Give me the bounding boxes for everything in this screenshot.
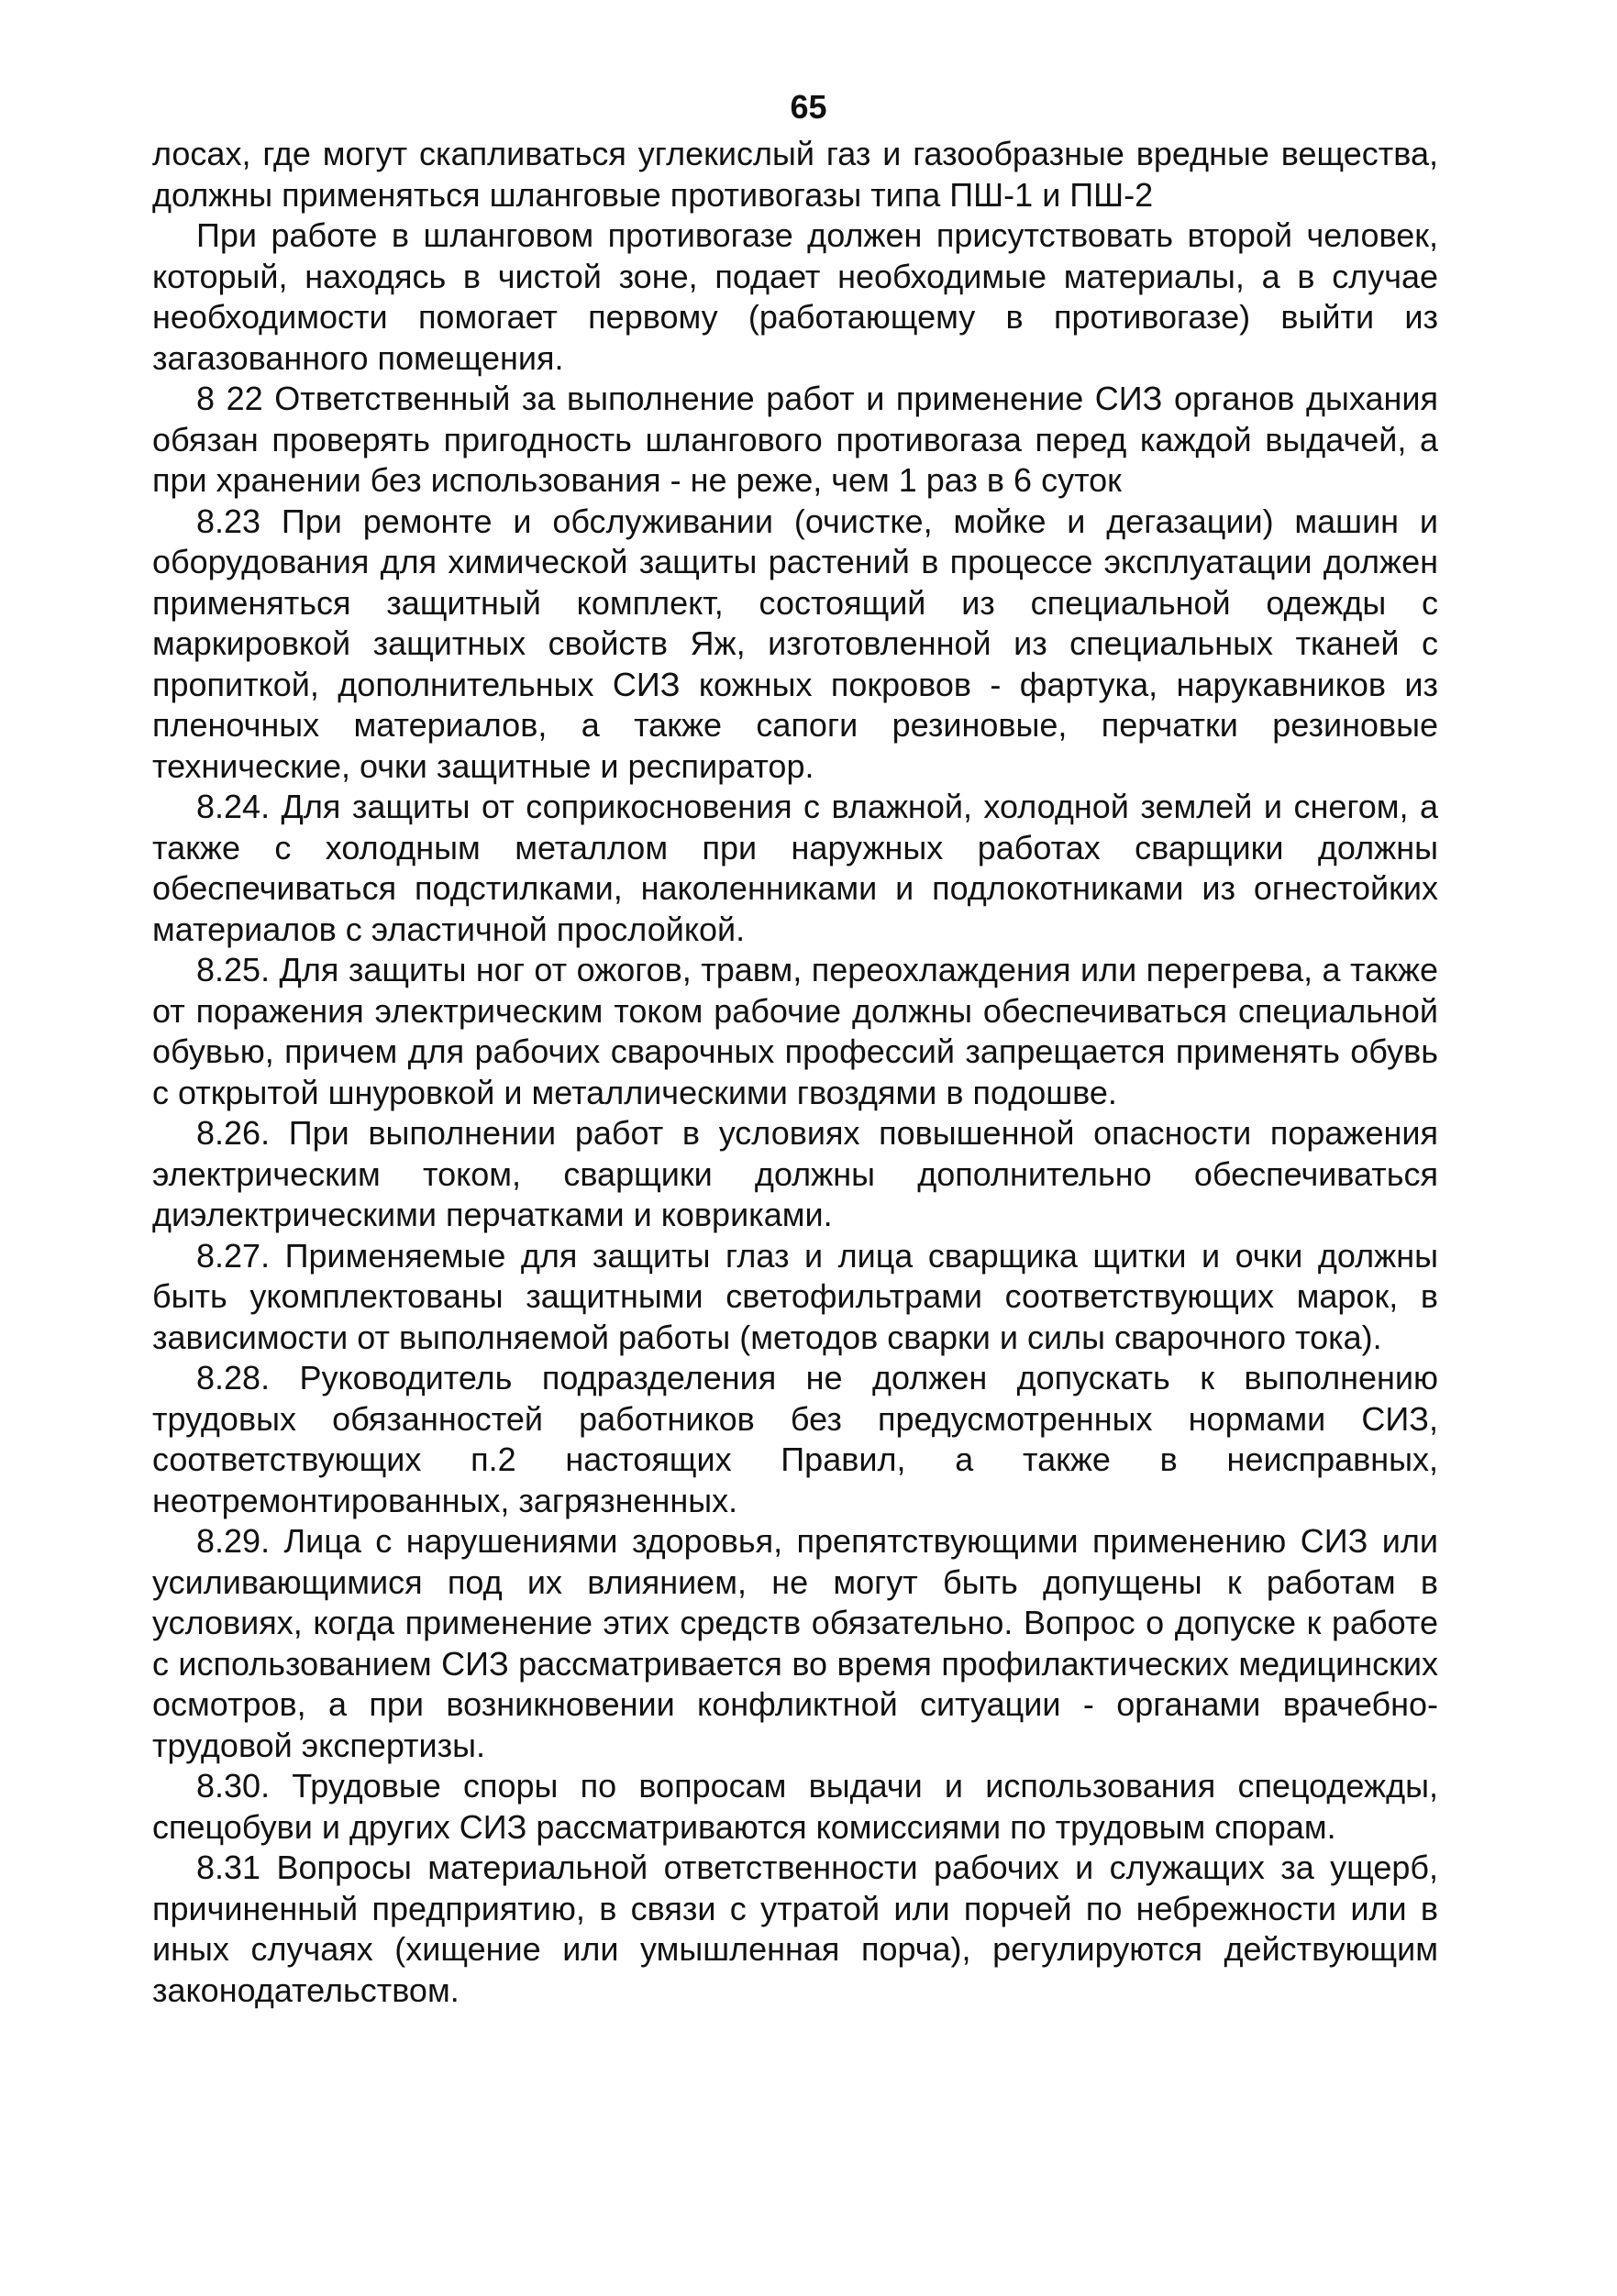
paragraph-8-26: 8.26. При выполнении работ в условиях повышенной опасности поражения электрическим током, сварщики должны дополнительно обеспечиваться диэлектрическими перчатками и ковриками. <box>152 1114 1438 1233</box>
paragraph-8-23: 8.23 При ремонте и обслуживании (очистке, мойке и дегазации) машин и оборудования для химической защиты растений в процессе эксплуатации должен применяться защитный комплект, состоящий из специальной одежды с маркировкой защитных свойств Яж, изготовленной из специальных тканей с пропиткой, дополнительных СИЗ кожных покровов - фартука, нарукавников из пленочных материалов, а также сапоги резиновые, перчатки резиновые технические, очки защитные и респиратор. <box>152 502 1438 785</box>
paragraph-8-27: 8.27. Применяемые для защиты глаз и лица сварщика щитки и очки должны быть укомплектованы защитными светофильтрами соответствующих марок, в зависимости от выполняемой работы (методов сварки и силы сварочного тока). <box>152 1236 1438 1356</box>
paragraph-second-person-rule: При работе в шланговом противогазе должен присутствовать второй человек, который, находясь в чистой зоне, подает необходимые материалы, а в случае необходимости помогает первому (работающему в противогазе) выйти из загазованного помещения. <box>152 216 1438 377</box>
paragraph-8-29: 8.29. Лица с нарушениями здоровья, препятствующими применению СИЗ или усиливающимися под их влиянием, не могут быть допущены к работам в условиях, когда применение этих средств обязательно. Вопрос о допуске к работе с использованием СИЗ рассматривается во время профилактических медицинских осмотров, а при возникновении конфликтной ситуации - органами врачебно-трудовой экспертизы. <box>152 1522 1438 1764</box>
paragraph-8-25: 8.25. Для защиты ног от ожогов, травм, переохлаждения или перегрева, а также от поражения электрическим током рабочие должны обеспечиваться специальной обувью, причем для рабочих сварочных профессий запрещается применять обувь с открытой шнуровкой и металлическими гвоздями в подошве. <box>152 951 1438 1111</box>
paragraph-continuation: лосах, где могут скапливаться углекислый газ и газообразные вредные вещества, должны применяться шланговые противогазы типа ПШ-1 и ПШ-2 <box>152 135 1438 214</box>
paragraph-8-24: 8.24. Для защиты от соприкосновения с влажной, холодной землей и снегом, а также с холодным металлом при наружных работах сварщики должны обеспечиваться подстилками, наколенниками и подлокотниками из огнестойких материалов с эластичной прослойкой. <box>152 788 1438 948</box>
document-body <box>152 134 1438 2011</box>
paragraph-8-22: 8 22 Ответственный за выполнение работ и применение СИЗ органов дыхания обязан проверять пригодность шлангового противогаза перед каждой выдачей, а при хранении без использования - не реже, чем 1 раз в 6 суток <box>152 380 1438 499</box>
paragraph-8-28: 8.28. Руководитель подразделения не должен допускать к выполнению трудовых обязанностей работников без предусмотренных нормами СИЗ, соответствующих п.2 настоящих Правил, а также в неисправных, неотремонтированных, загрязненных. <box>152 1359 1438 1519</box>
paragraph-8-30: 8.30. Трудовые споры по вопросам выдачи и использования спецодежды, спецобуви и других СИЗ рассматриваются комиссиями по трудовым спорам. <box>152 1767 1438 1846</box>
paragraph-8-31: 8.31 Вопросы материальной ответственности рабочих и служащих за ущерб, причиненный предприятию, в связи с утратой или порчей по небрежности или в иных случаях (хищение или умышленная порча), регулируются действующим законодательством. <box>152 1849 1438 2009</box>
page-number: 65 <box>790 88 827 126</box>
